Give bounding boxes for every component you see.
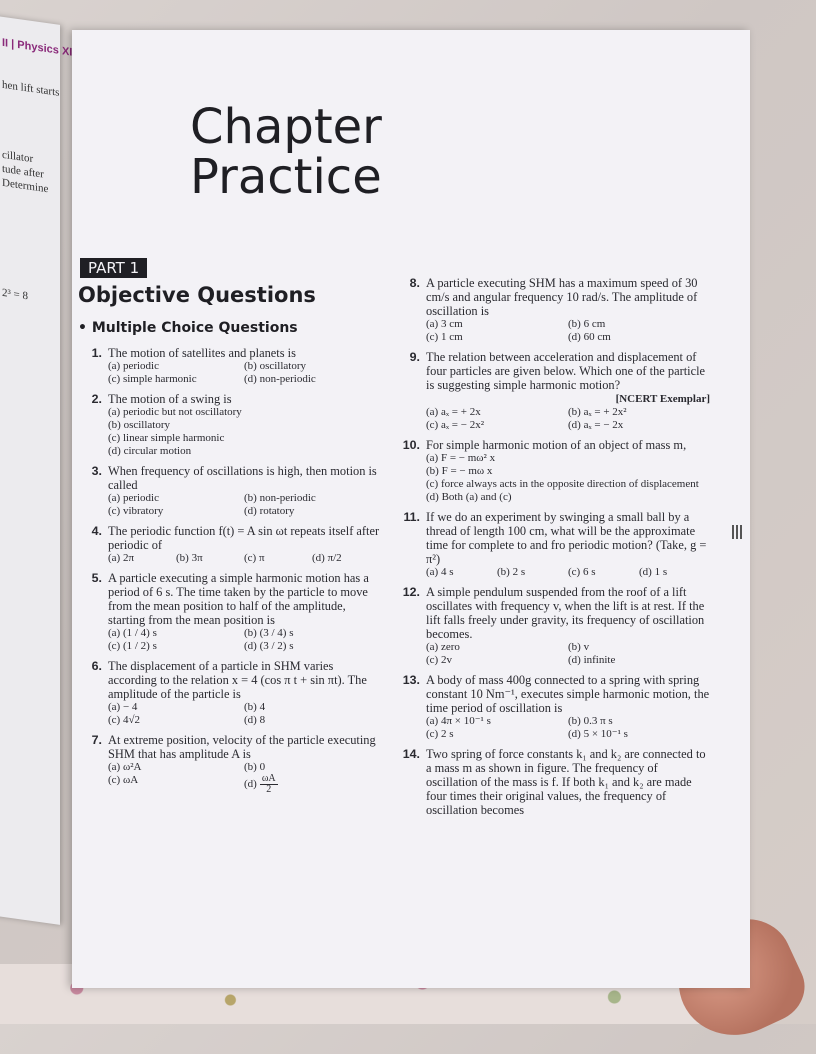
question-header — [398, 747, 710, 817]
question-number: 6. — [91, 659, 102, 673]
question-text: A simple pendulum suspended from the roof of a lift oscillates with frequency v, when the lift is at rest. If the lift falls freely under gravity, its frequency of oscillation becomes. — [426, 585, 705, 641]
answer-options — [398, 452, 710, 504]
question-text: The motion of a swing is — [108, 392, 232, 406]
answer-option: (a) periodic but not oscillatory — [108, 406, 242, 418]
question-header — [80, 733, 380, 761]
answer-option: (c) simple harmonic — [108, 373, 197, 385]
answer-option: (d) 5 × 10⁻¹ s — [568, 728, 628, 740]
answer-options — [80, 761, 380, 795]
fraction — [260, 774, 278, 795]
answer-option: (d) π/2 — [312, 552, 342, 564]
question-text: The relation between acceleration and displacement of four particles are given below. Which one of the particle is suggesting simple harmonic motion? — [426, 350, 706, 392]
question-item — [398, 438, 710, 504]
question-item — [80, 392, 380, 458]
chapter-title-line: Practice — [190, 149, 382, 205]
answer-option: (c) π — [244, 552, 265, 564]
answer-option: (a) 3 cm — [426, 318, 463, 330]
question-text: A particle executing SHM has a maximum speed of 30 cm/s and angular frequency 10 rad/s. The amplitude of oscillation is — [426, 276, 698, 318]
answer-options — [398, 318, 710, 344]
answer-option: (c) 2 s — [426, 728, 454, 740]
answer-option: (d) rotatory — [244, 505, 295, 517]
answer-option: (b) oscillatory — [108, 419, 171, 431]
answer-option: (d) 1 s — [639, 566, 668, 578]
answer-options — [80, 627, 380, 653]
question-header — [80, 571, 380, 627]
book-page — [72, 30, 750, 988]
answer-option-fraction — [244, 774, 380, 795]
answer-options — [80, 406, 380, 458]
question-text: At extreme position, velocity of the particle executing SHM that has amplitude A is — [108, 733, 376, 761]
answer-option: (b) (3 / 4) s — [244, 627, 294, 639]
right-question-column — [398, 276, 710, 823]
answer-option: (a) zero — [426, 641, 460, 653]
answer-option: (b) 3π — [176, 552, 203, 564]
page-edge-marks — [732, 525, 742, 539]
question-text: Two spring of force constants k₁ and k₂ are connected to a mass m as shown in figure. The frequency of oscillation of the mass is f. If both k₁ and k₂ are made four times their original values, the frequency of oscillation becomes — [426, 747, 706, 817]
answer-option: (c) force always acts in the opposite direction of displacement — [426, 478, 699, 490]
answer-option: (a) − 4 — [108, 701, 138, 713]
answer-options — [398, 641, 710, 667]
answer-option: (c) ωA — [108, 774, 139, 786]
question-item — [398, 510, 710, 579]
question-header — [398, 438, 710, 452]
question-text: The motion of satellites and planets is — [108, 346, 296, 360]
previous-page-text: Determine — [2, 176, 49, 196]
answer-option: (d) Both (a) and (c) — [426, 491, 512, 503]
question-header — [80, 464, 380, 492]
question-number: 1. — [91, 346, 102, 360]
left-question-column — [80, 346, 380, 801]
question-item — [80, 733, 380, 795]
question-number: 5. — [91, 571, 102, 585]
answer-option: (b) 2 s — [497, 566, 526, 578]
answer-option: (b) 6 cm — [568, 318, 606, 330]
question-text: The periodic function f(t) = A sin ωt repeats itself after periodic of — [108, 524, 380, 552]
question-item — [80, 659, 380, 727]
question-header — [398, 673, 710, 715]
question-number: 8. — [409, 276, 420, 290]
question-header — [398, 350, 710, 392]
answer-option: (c) vibratory — [108, 505, 164, 517]
answer-option-label: (d) — [244, 778, 257, 790]
question-number: 7. — [91, 733, 102, 747]
answer-option: (b) oscillatory — [244, 360, 307, 372]
answer-option: (b) F = − mω x — [426, 465, 493, 477]
answer-option: (a) aₓ = + 2x — [426, 406, 481, 418]
answer-option: (b) 4 — [244, 701, 266, 713]
question-item — [398, 673, 710, 741]
answer-option: (a) 4 s — [426, 566, 454, 578]
answer-option: (b) v — [568, 641, 590, 653]
answer-option: (d) (3 / 2) s — [244, 640, 294, 652]
question-header — [80, 392, 380, 406]
question-number: 11. — [403, 510, 420, 524]
previous-page-text: 2³ = 8 — [2, 286, 29, 303]
question-number: 4. — [91, 524, 102, 538]
question-text: The displacement of a particle in SHM varies according to the relation x = 4 (cos π t + sin πt). The amplitude of the particle is — [108, 659, 367, 701]
question-header — [398, 276, 710, 318]
answer-option: (c) linear simple harmonic — [108, 432, 225, 444]
previous-page-edge — [0, 15, 73, 925]
question-text: A body of mass 400g connected to a spring with spring constant 10 Nm⁻¹, executes simple harmonic motion, the time period of oscillation is — [426, 673, 710, 715]
question-item — [398, 350, 710, 432]
question-text: A particle executing a simple harmonic motion has a period of 6 s. The time taken by the particle to move from the mean position to half of the amplitude, starting from the mean position is — [108, 571, 369, 627]
question-source-tag: [NCERT Exemplar] — [615, 393, 710, 405]
previous-page-text: tude after — [2, 162, 44, 181]
question-header — [80, 524, 380, 552]
question-item — [398, 747, 710, 817]
answer-options — [398, 406, 710, 432]
answer-option: (b) 0 — [244, 761, 266, 773]
answer-options — [80, 701, 380, 727]
section-title: Objective Questions — [78, 283, 316, 307]
question-item — [80, 524, 380, 565]
question-text: For simple harmonic motion of an object of mass m, — [426, 438, 687, 452]
answer-option: (c) 6 s — [568, 566, 596, 578]
question-number: 13. — [402, 673, 420, 687]
question-item — [398, 585, 710, 667]
question-header — [398, 585, 710, 641]
answer-option: (d) aₓ = − 2x — [568, 419, 624, 431]
answer-options — [80, 552, 380, 565]
chapter-title-line: Chapter — [190, 99, 382, 155]
question-number: 9. — [409, 350, 420, 364]
question-number: 2. — [91, 392, 102, 406]
question-item — [80, 464, 380, 518]
fraction-numerator: ωA — [261, 773, 276, 784]
answer-option: (a) periodic — [108, 492, 159, 504]
answer-option: (a) 4π × 10⁻¹ s — [426, 715, 491, 727]
answer-option: (d) 8 — [244, 714, 266, 726]
answer-option: (a) periodic — [108, 360, 159, 372]
previous-page-text: hen lift starts — [2, 78, 60, 99]
question-number: 10. — [402, 438, 420, 452]
answer-option: (d) infinite — [568, 654, 616, 666]
question-text: When frequency of oscillations is high, then motion is called — [108, 464, 377, 492]
answer-options — [80, 492, 380, 518]
answer-option: (a) (1 / 4) s — [108, 627, 157, 639]
question-text: If we do an experiment by swinging a small ball by a thread of length 100 cm, what will be the approximate time for complete to and fro periodic motion? (Take, g = π²) — [426, 510, 707, 566]
question-number: 3. — [91, 464, 102, 478]
answer-option: (a) ω²A — [108, 761, 142, 773]
answer-option: (b) aₓ = + 2x² — [568, 406, 627, 418]
answer-option: (a) 2π — [108, 552, 135, 564]
answer-option: (d) non-periodic — [244, 373, 316, 385]
question-item — [80, 571, 380, 653]
answer-option: (c) 4√2 — [108, 714, 140, 726]
question-item — [398, 276, 710, 344]
answer-option: (b) non-periodic — [244, 492, 316, 504]
question-header — [80, 659, 380, 701]
question-header — [398, 510, 710, 566]
answer-option: (d) circular motion — [108, 445, 192, 457]
fraction-denominator: 2 — [266, 784, 272, 795]
answer-option: (c) (1 / 2) s — [108, 640, 157, 652]
answer-option: (c) aₓ = − 2x² — [426, 419, 484, 431]
answer-options — [398, 566, 710, 579]
part-badge: PART 1 — [80, 258, 147, 278]
chapter-title — [190, 99, 382, 205]
previous-page-header: II | Physics XI — [2, 36, 73, 59]
answer-option: (c) 2v — [426, 654, 452, 666]
answer-options — [398, 715, 710, 741]
question-item — [80, 346, 380, 386]
answer-option: (a) F = − mω² x — [426, 452, 496, 464]
previous-page-text: cillator — [2, 148, 34, 166]
answer-option: (c) 1 cm — [426, 331, 463, 343]
question-number: 12. — [402, 585, 420, 599]
question-header — [80, 346, 380, 360]
answer-options — [80, 360, 380, 386]
answer-option: (b) 0.3 π s — [568, 715, 613, 727]
answer-option: (d) 60 cm — [568, 331, 611, 343]
question-number: 14. — [402, 747, 420, 761]
subsection-title: • Multiple Choice Questions — [78, 320, 298, 336]
